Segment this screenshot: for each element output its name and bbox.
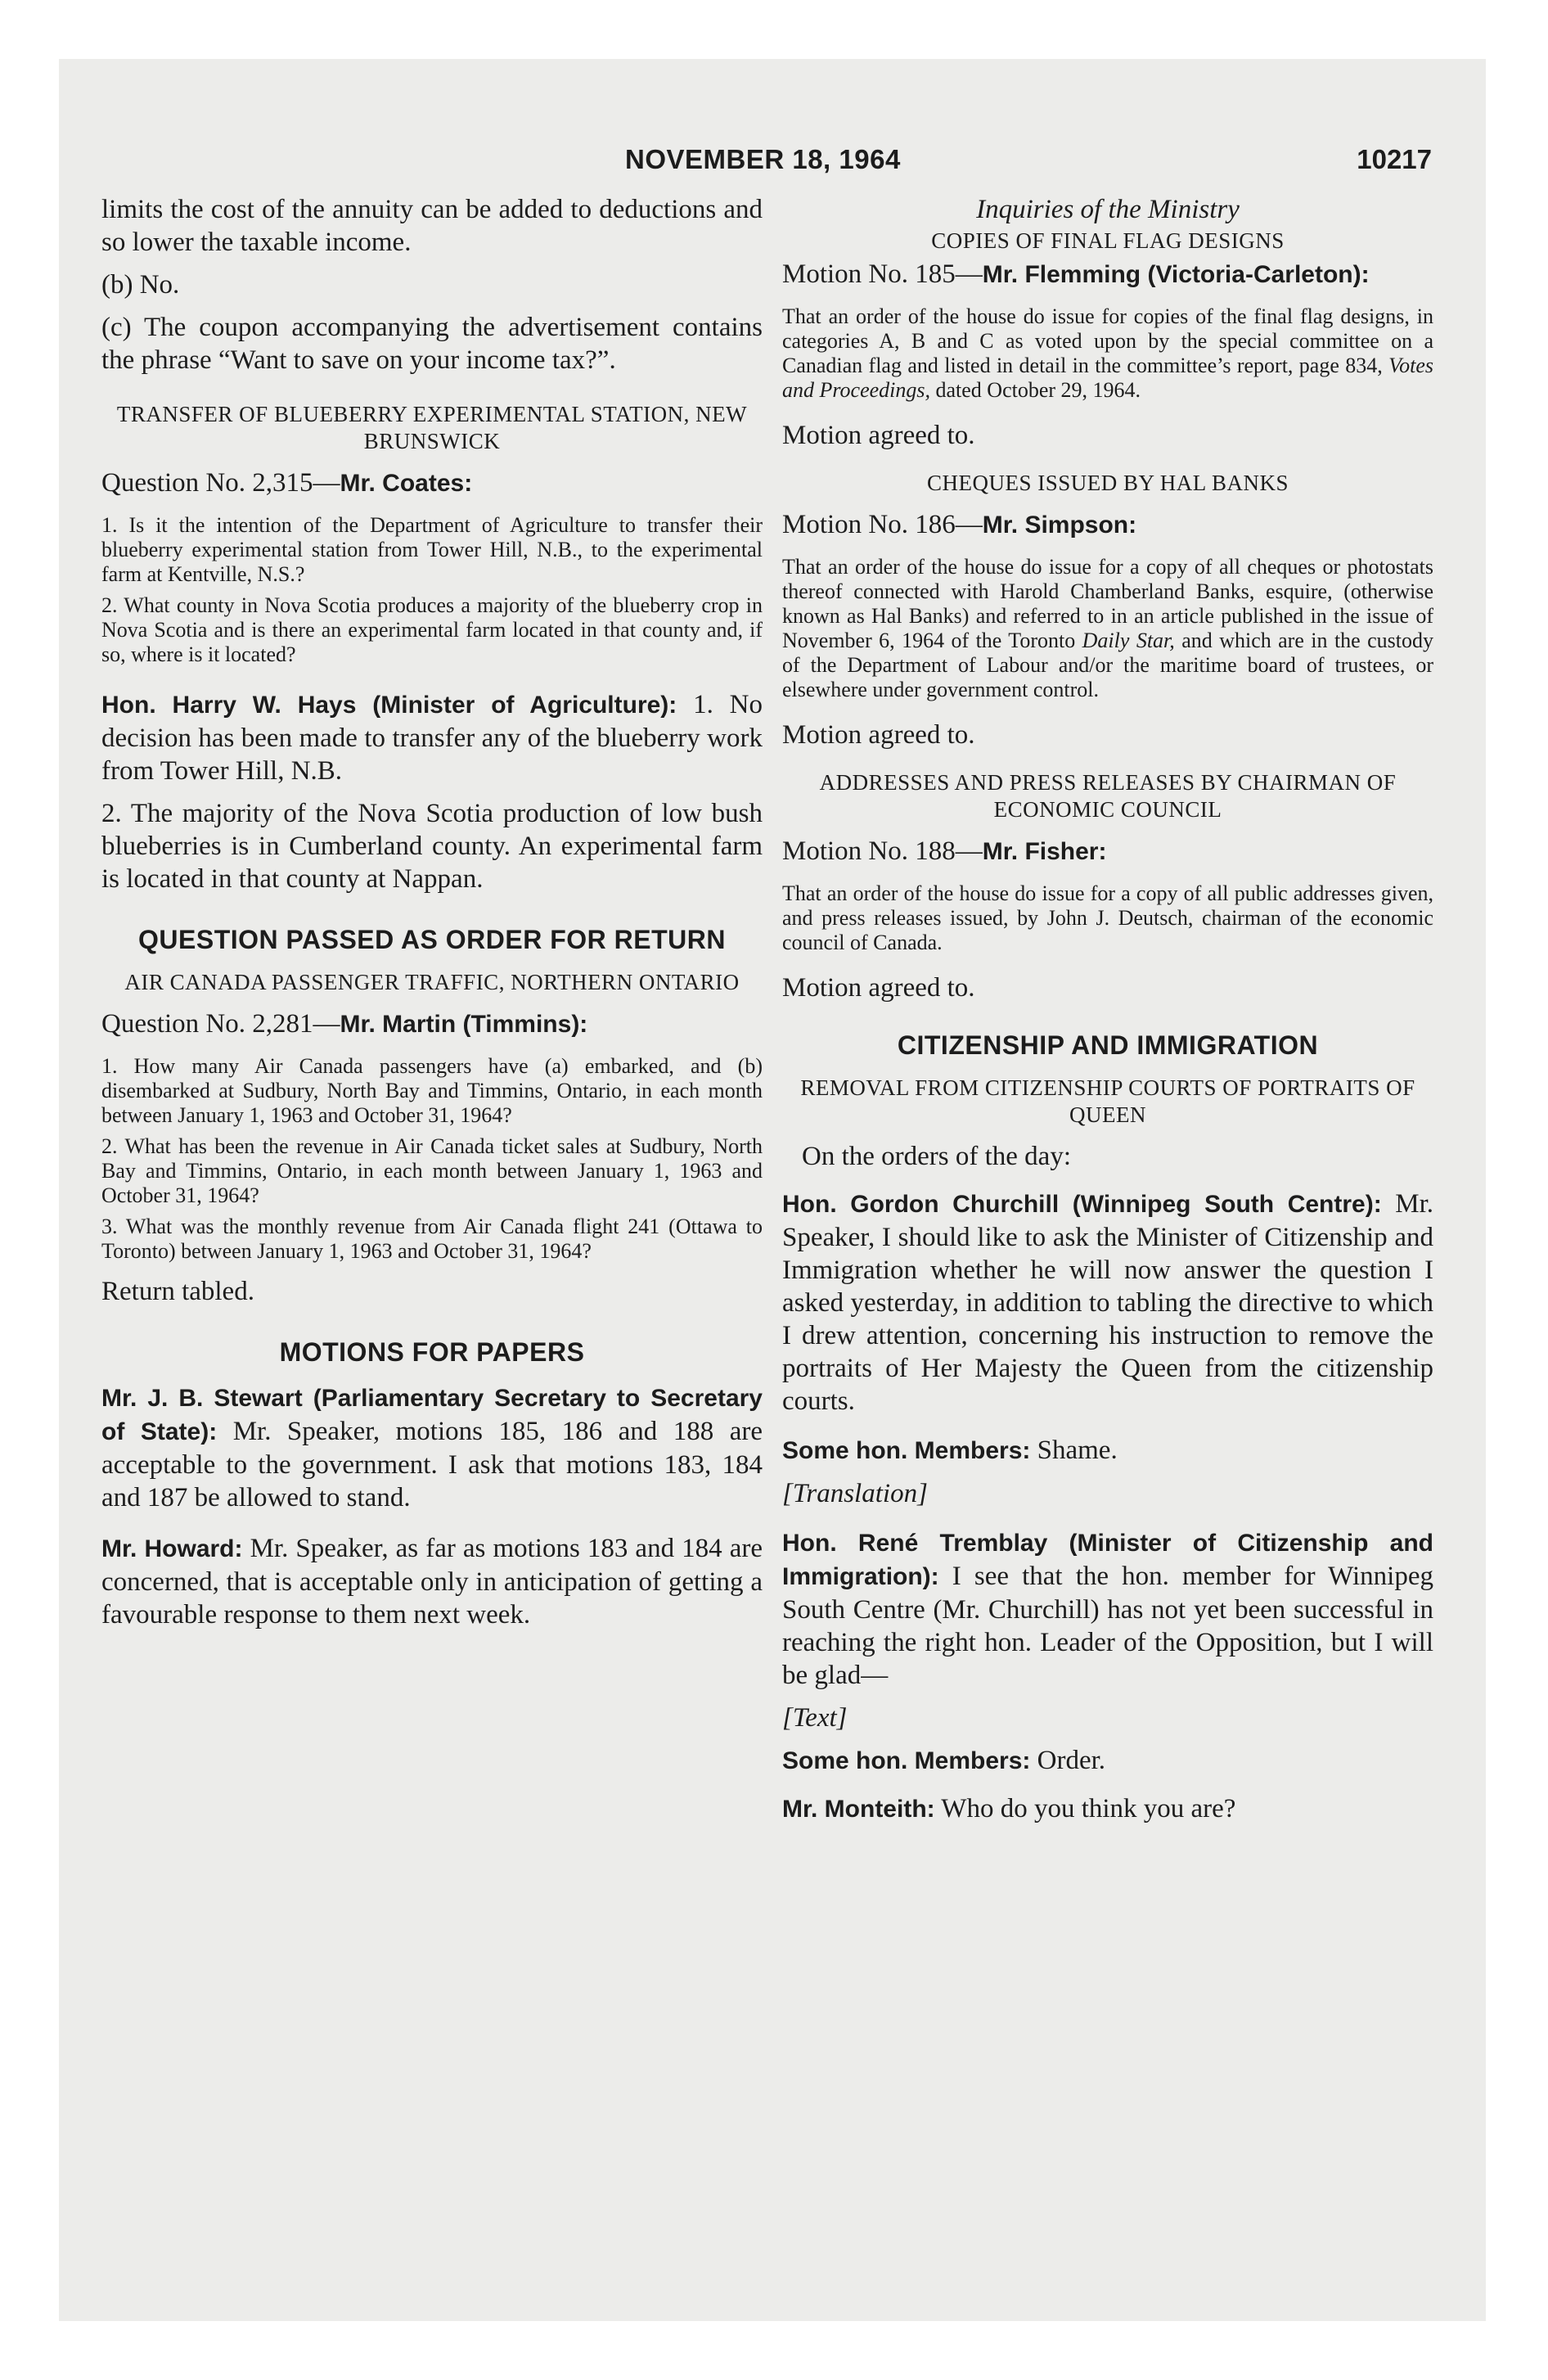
answer-paragraph: 2. The majority of the Nova Scotia production of low bush blueberries is in Cumberland county. An experimental farm is located in that county at Nappan. xyxy=(101,799,763,894)
speaker-name: Mr. Howard: xyxy=(101,1535,243,1562)
speech-paragraph xyxy=(782,1744,1433,1778)
speech-paragraph xyxy=(782,1188,1433,1418)
speech-paragraph xyxy=(782,1434,1433,1467)
speaker-name: Mr. Coates: xyxy=(340,470,473,497)
motion-number: Motion No. 186— xyxy=(782,510,983,539)
question-line xyxy=(101,467,763,500)
section-heading: QUESTION PASSED AS ORDER FOR RETURN xyxy=(138,925,726,954)
motion-text-part: That an order of the house do issue for a copy of all cheques or photostats thereof connected with Harold Chamberland Banks, esquire, (otherwise known as Hal Banks) and referred to in an article published in the issue of November 6, 1964 of the Toronto xyxy=(782,555,1433,652)
motion-text-part: and which are in the custody of the Department of Labour and/or the maritime board of trustees, or elsewhere under government control. xyxy=(782,629,1434,701)
translation-tag: [Translation] xyxy=(782,1479,928,1508)
motion-line xyxy=(782,258,1433,291)
section-title: CHEQUES ISSUED BY HAL BANKS xyxy=(926,471,1289,495)
speaker-name: Mr. Martin (Timmins): xyxy=(340,1011,588,1038)
motion-text-italic: Daily Star, xyxy=(1082,629,1175,652)
question-item: 3. What was the monthly revenue from Air Canada flight 241 (Ottawa to Toronto) between January 1, 1963 and October 31, 1964? xyxy=(101,1215,763,1263)
question-item: 1. How many Air Canada passengers have (a) embarked, and (b) disembarked at Sudbury, North Bay and Timmins, Ontario, in each month between January 1, 1963 and October 31, 1964? xyxy=(101,1054,763,1127)
speech-paragraph xyxy=(101,1382,763,1514)
motion-number: Motion No. 185— xyxy=(782,259,983,289)
section-heading: MOTIONS FOR PAPERS xyxy=(279,1337,585,1367)
motion-number: Motion No. 188— xyxy=(782,836,983,866)
answer-text: 1. No decision has been made to transfer any of the blueberry work from Tower Hill, N.B. xyxy=(101,690,763,786)
motion-text-part: dated October 29, 1964. xyxy=(930,378,1141,402)
question-item: 1. Is it the intention of the Department of Agriculture to transfer their blueberry experimental station from Tower Hill, N.B., to the experimental farm at Kentville, N.S.? xyxy=(101,513,763,586)
text-tag: [Text] xyxy=(782,1703,848,1733)
return-tabled: Return tabled. xyxy=(101,1277,254,1306)
motion-text xyxy=(782,555,1433,702)
speech-text: Who do you think you are? xyxy=(934,1794,1236,1823)
speech-text: Mr. Speaker, motions 185, 186 and 188 are acceptable to the government. I ask that motions 183, 184 and 187 be allowed to stand. xyxy=(101,1417,763,1512)
page-header xyxy=(625,144,1432,185)
answer-paragraph xyxy=(101,688,763,787)
motion-agreed: Motion agreed to. xyxy=(782,973,975,1003)
left-column xyxy=(101,193,763,1641)
speech-text: Mr. Speaker, I should like to ask the Minister of Citizenship and Immigration whether he will now answer the question I asked yesterday, in addition to tabling the directive to which I drew attention, concerning his instruction to remove the portraits of Her Majesty the Queen from the citizenship courts. xyxy=(782,1189,1433,1416)
speech-text: Order. xyxy=(1030,1746,1106,1775)
question-item: 2. What has been the revenue in Air Canada ticket sales at Sudbury, North Bay and Timmins, Ontario, in each month between January 1, 1963 and October 31, 1964? xyxy=(101,1134,763,1207)
question-number: Question No. 2,315— xyxy=(101,468,340,498)
section-heading: CITIZENSHIP AND IMMIGRATION xyxy=(897,1030,1319,1060)
speaker-name: Hon. René Tremblay (Minister of Citizenship and Immigration): xyxy=(782,1530,1433,1590)
speaker-name: Hon. Harry W. Hays (Minister of Agriculture): xyxy=(101,692,677,719)
speaker-name: Hon. Gordon Churchill (Winnipeg South Centre): xyxy=(782,1191,1382,1218)
speech-paragraph xyxy=(782,1526,1433,1692)
motion-agreed: Motion agreed to. xyxy=(782,421,975,450)
speech-paragraph xyxy=(101,1532,763,1631)
paragraph: (c) The coupon accompanying the advertisement contains the phrase “Want to save on your income tax?”. xyxy=(101,313,763,375)
paragraph: (b) No. xyxy=(101,270,180,300)
motion-line xyxy=(782,835,1433,868)
paragraph: limits the cost of the annuity can be added to deductions and so lower the taxable income. xyxy=(101,195,763,257)
speech-text: I see that the hon. member for Winnipeg South Centre (Mr. Churchill) has not yet been successful in reaching the right hon. Leader of the Opposition, but I will be glad— xyxy=(782,1562,1433,1690)
section-title: REMOVAL FROM CITIZENSHIP COURTS OF PORTRAITS OF QUEEN xyxy=(800,1075,1415,1127)
header-date: NOVEMBER 18, 1964 xyxy=(625,144,901,174)
question-line xyxy=(101,1007,763,1041)
question-number: Question No. 2,281— xyxy=(101,1009,340,1039)
motion-text-italic: Votes and Proceedings, xyxy=(782,354,1433,402)
speaker-name: Mr. Flemming (Victoria-Carleton): xyxy=(982,261,1370,288)
speaker-name: Mr. Monteith: xyxy=(782,1796,935,1823)
section-title: COPIES OF FINAL FLAG DESIGNS xyxy=(931,228,1285,253)
motion-text-part: That an order of the house do issue for copies of the final flag designs, in categories A, B and C as voted upon by the special committee on a Canadian flag and listed in detail in the committee’s report, page 834, xyxy=(782,304,1433,377)
speech-text: Mr. Speaker, as far as motions 183 and 184 are concerned, that is acceptable only in anticipation of getting a favourable response to them next week. xyxy=(101,1534,763,1629)
section-title: TRANSFER OF BLUEBERRY EXPERIMENTAL STATION, NEW BRUNSWICK xyxy=(116,402,748,453)
speaker-name: Some hon. Members: xyxy=(782,1747,1031,1774)
right-column xyxy=(782,193,1433,1836)
running-title: Inquiries of the Ministry xyxy=(976,195,1240,224)
speech-paragraph xyxy=(782,1792,1433,1826)
motion-line xyxy=(782,508,1433,542)
orders-line: On the orders of the day: xyxy=(802,1142,1071,1171)
speech-text: Shame. xyxy=(1030,1436,1118,1465)
section-title: AIR CANADA PASSENGER TRAFFIC, NORTHERN ONTARIO xyxy=(124,970,740,994)
speaker-name: Mr. J. B. Stewart (Parliamentary Secretary to Secretary of State): xyxy=(101,1385,763,1445)
speaker-name: Some hon. Members: xyxy=(782,1437,1031,1464)
header-page-number: 10217 xyxy=(1357,144,1432,174)
question-item: 2. What county in Nova Scotia produces a majority of the blueberry crop in Nova Scotia and is there an experimental farm located in that county and, if so, where is it located? xyxy=(101,593,763,666)
motion-text xyxy=(782,304,1433,403)
speaker-name: Mr. Simpson: xyxy=(982,512,1137,539)
speaker-name: Mr. Fisher: xyxy=(982,838,1107,865)
section-title: ADDRESSES AND PRESS RELEASES BY CHAIRMAN OF ECONOMIC COUNCIL xyxy=(819,770,1397,822)
motion-agreed: Motion agreed to. xyxy=(782,720,975,750)
motion-text: That an order of the house do issue for a copy of all public addresses given, and press releases issued, by John J. Deutsch, chairman of the economic council of Canada. xyxy=(782,881,1433,954)
